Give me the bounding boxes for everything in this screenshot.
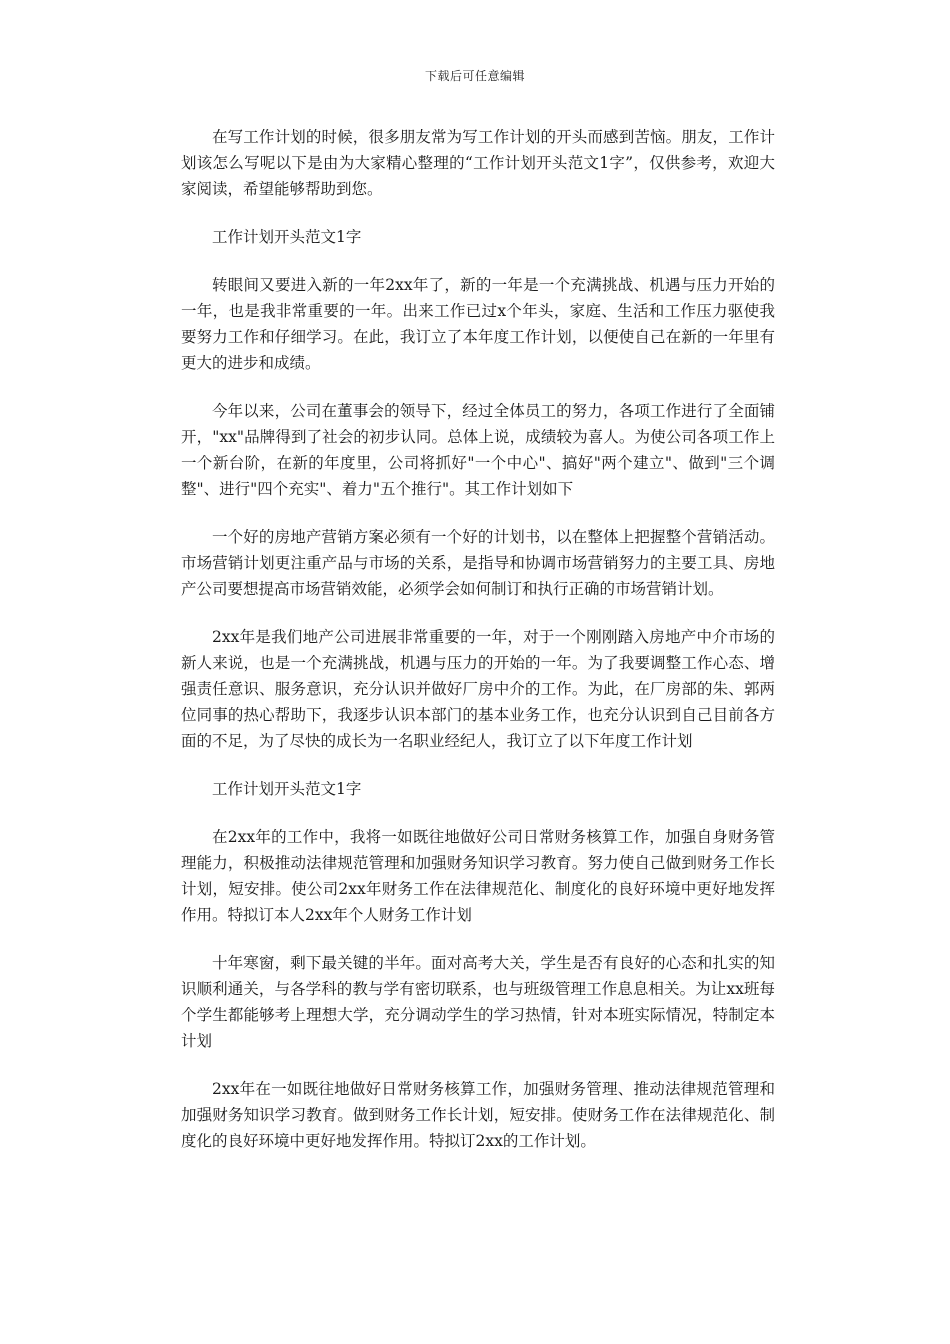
page-header: 下载后可任意编辑 [424, 69, 525, 83]
section-heading: 工作计划开头范文1字 [212, 228, 362, 246]
paragraph: 转眼间又要进入新的一年2xx年了，新的一年是一个充满挑战、机遇与压力开始的一年，也是我非常重要的一年。出来工作已过x个年头，家庭、生活和工作压力驱使我要努力工作和仔细学习。在此，我订立了本年度工作计划，以便使自己在新的一年里有更大的进步和成绩。 [181, 276, 775, 372]
paragraph: 一个好的房地产营销方案必须有一个好的计划书，以在整体上把握整个营销活动。市场营销计划更注重产品与市场的关系，是指导和协调市场营销努力的主要工具、房地产公司要想提高市场营销效能，必须学会如何制订和执行正确的市场营销计划。 [181, 528, 775, 598]
section-heading: 工作计划开头范文1字 [212, 780, 362, 798]
document-body [181, 124, 775, 1176]
paragraph: 今年以来，公司在董事会的领导下，经过全体员工的努力，各项工作进行了全面铺开，"xx"品牌得到了社会的初步认同。总体上说，成绩较为喜人。为使公司各项工作上一个新台阶，在新的年度里，公司将抓好"一个中心"、搞好"两个建立"、做到"三个调整"、进行"四个充实"、着力"五个推行"。其工作计划如下 [181, 402, 775, 498]
paragraph: 十年寒窗，剩下最关键的半年。面对高考大关，学生是否有良好的心态和扎实的知识顺利通关，与各学科的教与学有密切联系，也与班级管理工作息息相关。为让xx班每个学生都能够考上理想大学，充分调动学生的学习热情，针对本班实际情况，特制定本计划 [181, 954, 775, 1050]
paragraph: 2xx年在一如既往地做好日常财务核算工作，加强财务管理、推动法律规范管理和加强财务知识学习教育。做到财务工作长计划，短安排。使财务工作在法律规范化、制度化的良好环境中更好地发挥作用。特拟订2xx的工作计划。 [181, 1080, 775, 1150]
paragraph-intro: 在写工作计划的时候，很多朋友常为写工作计划的开头而感到苦恼。朋友，工作计划该怎么写呢以下是由为大家精心整理的“工作计划开头范文1字”，仅供参考，欢迎大家阅读，希望能够帮助到您。 [181, 128, 775, 198]
paragraph: 在2xx年的工作中，我将一如既往地做好公司日常财务核算工作，加强自身财务管理能力，积极推动法律规范管理和加强财务知识学习教育。努力使自己做到财务工作长计划，短安排。使公司2xx年财务工作在法律规范化、制度化的良好环境中更好地发挥作用。特拟订本人2xx年个人财务工作计划 [181, 828, 775, 924]
paragraph: 2xx年是我们地产公司进展非常重要的一年，对于一个刚刚踏入房地产中介市场的新人来说，也是一个充满挑战，机遇与压力的开始的一年。为了我要调整工作心态、增强责任意识、服务意识，充分认识并做好厂房中介的工作。为此，在厂房部的朱、郭两位同事的热心帮助下，我逐步认识本部门的基本业务工作，也充分认识到自己目前各方面的不足，为了尽快的成长为一名职业经纪人，我订立了以下年度工作计划 [181, 628, 775, 750]
